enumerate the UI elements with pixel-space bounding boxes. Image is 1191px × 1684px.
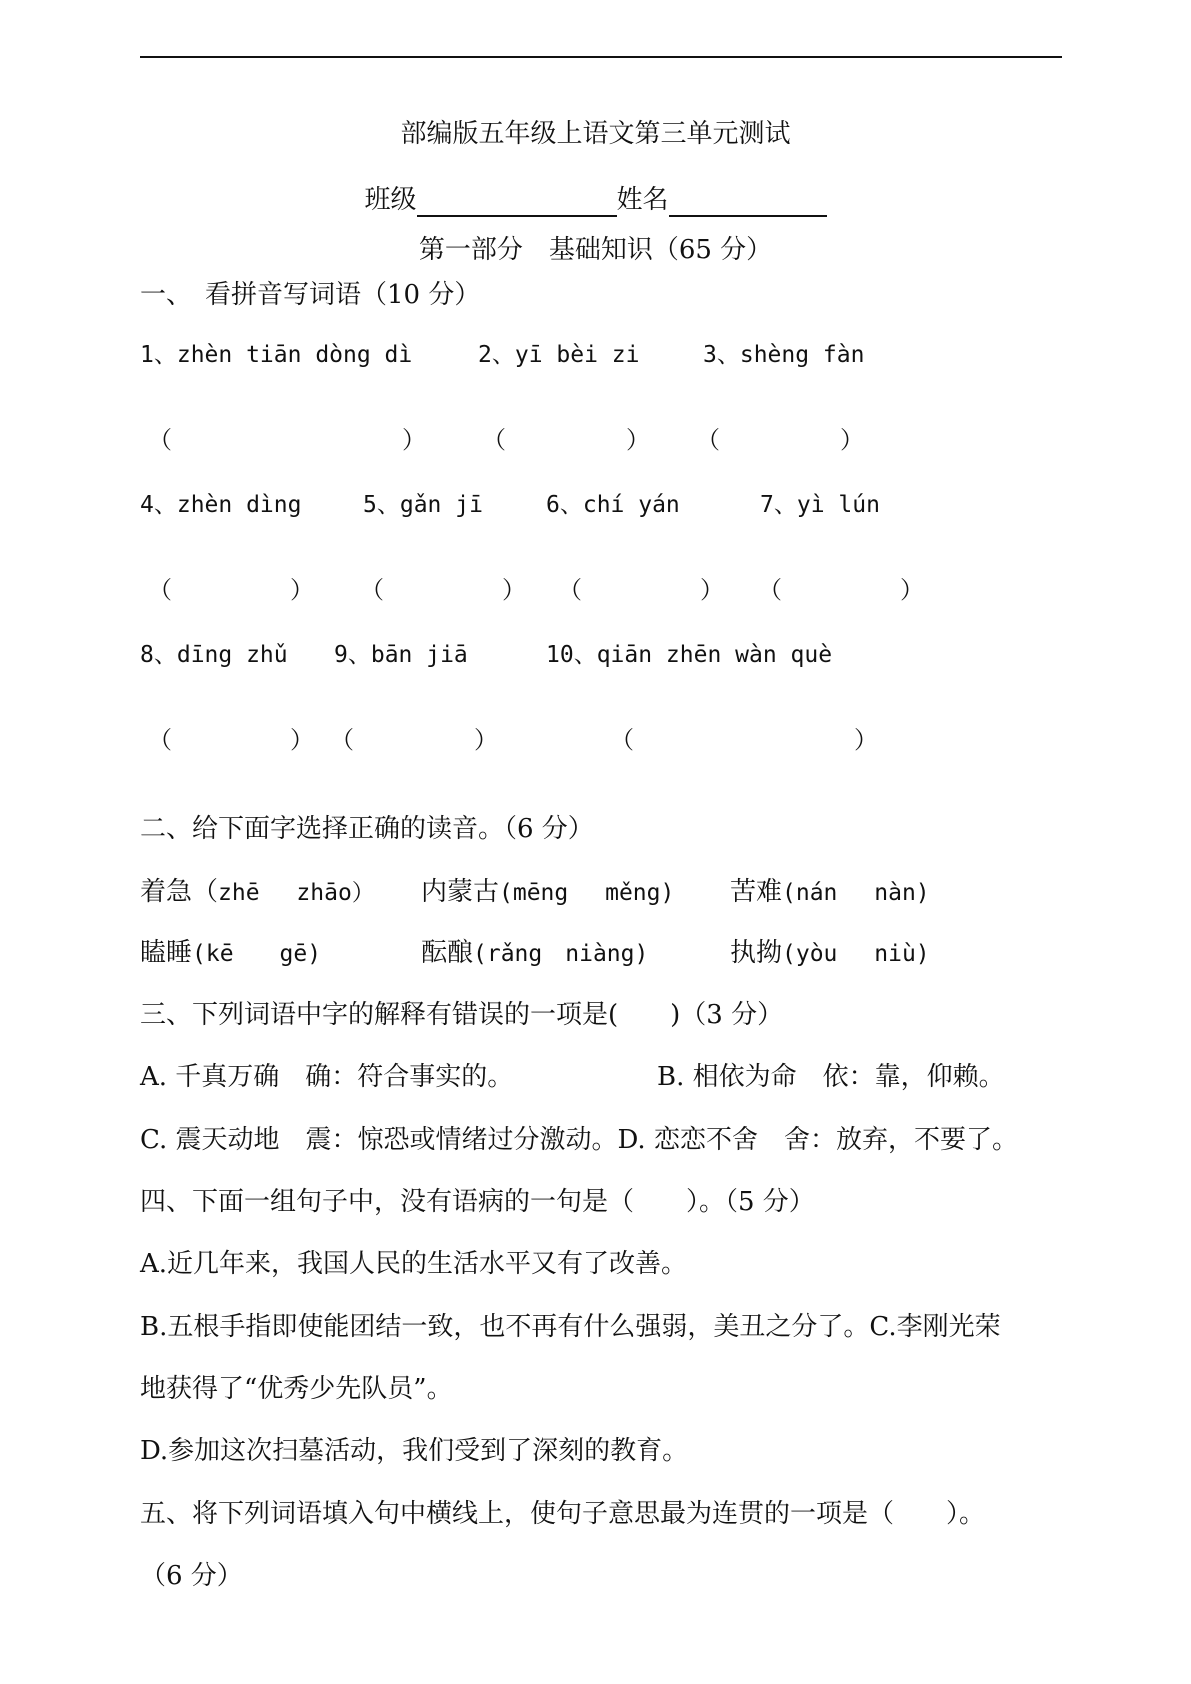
q1-heading: 一、 看拼音写词语（10 分） — [140, 280, 481, 310]
q3-heading: 三、下列词语中字的解释有错误的一项是( )（3 分） — [140, 1000, 784, 1030]
q2-word-3: 苦难 — [730, 877, 783, 907]
q2-option-1 — [140, 875, 375, 910]
class-blank[interactable] — [417, 187, 617, 217]
answer-open-2[interactable]: （ — [482, 426, 506, 454]
q2-pinyin-4[interactable]: (kē gē) — [192, 941, 322, 967]
q2-word-4: 瞌睡 — [140, 938, 193, 968]
q4-option-c-continued[interactable]: 地获得了“优秀少先队员”。 — [140, 1374, 453, 1404]
answer-open-7[interactable]: （ — [758, 576, 782, 604]
answer-open-10[interactable]: （ — [610, 726, 634, 754]
q4-option-a[interactable]: A.近几年来，我国人民的生活水平又有了改善。 — [140, 1249, 688, 1279]
answer-open-8[interactable]: （ — [148, 726, 172, 754]
q1-item-4: 4、zhèn dìng — [140, 492, 302, 518]
q1-item-8: 8、dīng zhǔ — [140, 642, 288, 668]
q2-option-2 — [421, 875, 674, 910]
q1-item-5: 5、gǎn jī — [363, 492, 483, 518]
name-label: 姓名 — [616, 185, 669, 215]
q2-word-1: 着急（ — [140, 877, 219, 907]
q2-word-5: 酝酿 — [421, 938, 474, 968]
answer-close-8: ） — [290, 726, 314, 754]
q1-item-10: 10、qiān zhēn wàn què — [546, 642, 833, 668]
q2-word-2: 内蒙古 — [421, 877, 500, 907]
q2-pinyin-3[interactable]: (nán nàn) — [782, 880, 930, 906]
q1-item-7: 7、yì lún — [760, 492, 880, 518]
q2-pinyin-1[interactable]: zhē zhāo） — [218, 880, 375, 906]
q1-item-9: 9、bān jiā — [334, 642, 468, 668]
answer-close-7: ） — [900, 576, 924, 604]
answer-open-9[interactable]: （ — [330, 726, 354, 754]
q3-option-b[interactable]: B. 相依为命 依：靠，仰赖。 — [657, 1062, 1005, 1092]
q3-options-cd[interactable]: C. 震天动地 震：惊恐或情绪过分激动。D. 恋恋不舍 舍：放弃，不要了。 — [140, 1125, 1018, 1155]
answer-close-6: ） — [700, 576, 724, 604]
answer-open-1[interactable]: （ — [148, 426, 172, 454]
q2-option-4 — [140, 936, 321, 971]
top-rule — [140, 56, 1062, 58]
q1-item-2: 2、yī bèi zi — [478, 342, 640, 368]
answer-close-9: ） — [474, 726, 498, 754]
q1-item-3: 3、shèng fàn — [703, 342, 865, 368]
answer-close-10: ） — [854, 726, 878, 754]
q2-option-3 — [730, 875, 930, 910]
q2-pinyin-5[interactable]: (rǎng niàng) — [473, 941, 649, 967]
q2-heading: 二、给下面字选择正确的读音。（6 分） — [140, 814, 594, 844]
q4-option-b[interactable]: B.五根手指即使能团结一致，也不再有什么强弱，美丑之分了。C.李刚光荣 — [140, 1312, 1001, 1342]
q4-option-d[interactable]: D.参加这次扫墓活动，我们受到了深刻的教育。 — [140, 1436, 689, 1466]
q2-pinyin-2[interactable]: (mēng měng) — [499, 880, 675, 906]
q2-word-6: 执拗 — [730, 938, 783, 968]
q5-heading: 五、将下列词语填入句中横线上，使句子意思最为连贯的一项是（ ）。 — [140, 1499, 986, 1529]
q3-option-a[interactable]: A. 千真万确 确：符合事实的。 — [140, 1062, 514, 1092]
answer-open-4[interactable]: （ — [148, 576, 172, 604]
q1-item-6: 6、chí yán — [546, 492, 680, 518]
answer-open-5[interactable]: （ — [360, 576, 384, 604]
answer-close-5: ） — [502, 576, 526, 604]
answer-close-1: ） — [402, 426, 426, 454]
q2-pinyin-6[interactable]: (yòu niù) — [782, 941, 930, 967]
answer-close-3: ） — [840, 426, 864, 454]
q2-option-6 — [730, 936, 930, 971]
answer-close-4: ） — [290, 576, 314, 604]
page-title: 部编版五年级上语文第三单元测试 — [400, 119, 791, 149]
answer-open-3[interactable]: （ — [696, 426, 720, 454]
q5-score: （6 分） — [140, 1561, 243, 1591]
q4-heading: 四、下面一组句子中，没有语病的一句是（ ）。（5 分） — [140, 1187, 815, 1217]
answer-close-2: ） — [626, 426, 650, 454]
name-blank[interactable] — [669, 187, 827, 217]
part-one-heading: 第一部分 基础知识（65 分） — [418, 235, 773, 265]
student-info — [0, 183, 1191, 217]
q1-item-1: 1、zhèn tiān dòng dì — [140, 342, 413, 368]
answer-open-6[interactable]: （ — [558, 576, 582, 604]
q2-option-5 — [421, 936, 648, 971]
class-label: 班级 — [364, 185, 417, 215]
